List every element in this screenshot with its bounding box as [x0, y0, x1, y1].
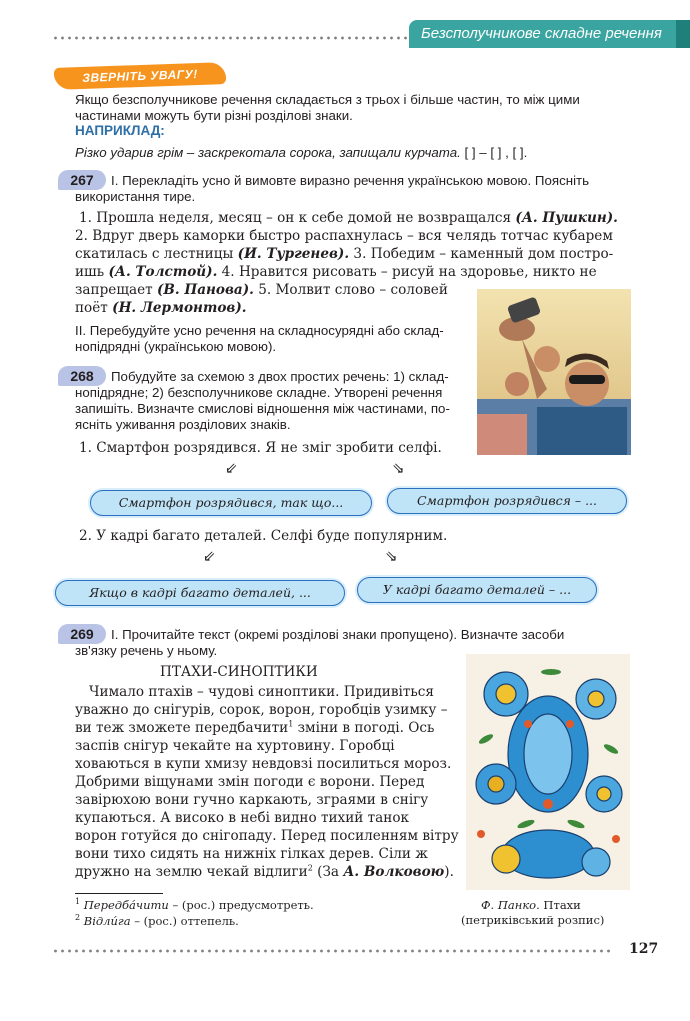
footnote-1-num: 1 [75, 897, 81, 907]
example-label: НАПРИКЛАД: [75, 123, 165, 138]
text-line: Чимало птахів – чудові синоптики. Придивіться [89, 684, 434, 700]
exercise-268-number: 268 [58, 366, 106, 386]
ex267-s4-text2: запрещает [75, 282, 153, 298]
example-text: Різко ударив грім – заскрекотала сорока, запищали курчата. [75, 145, 461, 160]
selfie-photo [477, 289, 631, 455]
text-author: А. Волковою [343, 864, 445, 880]
exercise-269-number: 269 [58, 624, 106, 644]
text-line-part: (За [317, 864, 340, 880]
ex267-s1-text: 1. Прошла неделя, месяц – он к себе домой не возвращался [79, 210, 512, 226]
arrow-down-right-icon-2: ⇘ [385, 547, 398, 565]
text-line [75, 720, 434, 737]
ex269-task-line1: І. Прочитайте текст (окремі розділові знаки пропущено). Визначте засоби [111, 627, 565, 642]
footnote-1-word: Передба́чити [83, 898, 169, 912]
ex267-task-line2: використання тире. [75, 189, 196, 204]
ex267-s5-text2: поёт [75, 300, 108, 316]
arrow-down-left-icon: ⇙ [225, 459, 238, 477]
ex269-task-line2: зв'язку речень у ньому. [75, 643, 218, 658]
ex268-item1: 1. Смартфон розрядився. Я не зміг зробити селфі. [79, 440, 442, 456]
footnote-ref-1: 1 [288, 719, 294, 729]
ex268-task-line2: нопідрядне; 2) безсполучникове складне. Утворені речення [75, 385, 443, 400]
footnote-2-text: – (рос.) оттепель. [134, 914, 239, 928]
bubble-1b: Смартфон розрядився – ... [387, 488, 627, 514]
footnote-2-word: Відли́га [83, 914, 131, 928]
text-title: ПТАХИ-СИНОПТИКИ [160, 664, 318, 680]
ex267-s2-line1: 2. Вдруг дверь каморки быстро распахнулась – вся челядь тотчас кубарем [75, 228, 613, 244]
ex267-s2-line2 [75, 246, 613, 263]
text-line-part: ). [444, 864, 454, 880]
arrow-down-right-icon: ⇘ [392, 459, 405, 477]
ex267-s5-line2 [75, 300, 247, 317]
ex267-s4-line2 [75, 282, 448, 299]
ex267-s3-author: (А. Толстой). [108, 264, 218, 280]
text-line: ворон готуйся до снігопаду. Перед посиленням вітру [75, 828, 459, 844]
page-number: 127 [629, 941, 659, 957]
footnote-1 [75, 898, 314, 912]
text-line: уважно до снігурів, сорок, ворон, горобців узимку – [75, 702, 448, 718]
exercise-267-number: 267 [58, 170, 106, 190]
text-line: купаються. А високо в небі видно тихий танок [75, 810, 410, 826]
footnote-2 [75, 914, 239, 928]
ex267-task2-line2: нопідрядні (українською мовою). [75, 339, 277, 354]
ex267-s4-author: (В. Панова). [156, 282, 254, 298]
ex267-s3-text: 3. Победим – каменный дом постро- [353, 246, 614, 262]
header-tab-end [676, 20, 690, 48]
text-line: ховаються в купи хмизу невдовзі посилиться мороз. [75, 756, 452, 772]
text-line: вони тихо сидять на нижніх гілках дерев. Сіли ж [75, 846, 428, 862]
footnote-rule [75, 893, 163, 894]
ex267-task-line1: І. Перекладіть усно й вимовте виразно речення українською мовою. Поясніть [111, 173, 590, 188]
text-line: заспів снігур чекайте на хуртовину. Горобці [75, 738, 395, 754]
text-line: завірюхою вони гучно каркають, зграями в снігу [75, 792, 429, 808]
bubble-1a: Смартфон розрядився, так що... [90, 490, 372, 516]
caption-author: Ф. Панко. [481, 898, 540, 912]
text-line-part: ви теж зможете передбачити [75, 720, 289, 736]
ex267-s3-line2 [75, 264, 597, 281]
ex268-task-line1: Побудуйте за схемою з двох простих речень: 1) склад- [111, 369, 449, 384]
footnote-ref-2: 2 [307, 863, 313, 873]
ex267-s3-text2: ишь [75, 264, 105, 280]
footnote-2-num: 2 [75, 913, 81, 923]
text-line: Добрими віщунами змін погоди є ворони. Перед [75, 774, 425, 790]
ex268-item2: 2. У кадрі багато деталей. Селфі буде популярним. [79, 528, 448, 544]
text-line [75, 864, 454, 881]
example-scheme: [ ] – [ ] , [ ]. [464, 145, 528, 160]
example-line [75, 145, 527, 161]
footer-dots [52, 949, 612, 953]
bubble-2b: У кадрі багато деталей – ... [357, 577, 597, 603]
ex268-task-line3: запишіть. Визначте смислові відношення між частинами, по- [75, 401, 450, 416]
caption-title: Птахи [543, 898, 581, 912]
text-line-part: дружно на землю чекай відлиги [75, 864, 308, 880]
ex267-s2-text: скатилась с лестницы [75, 246, 234, 262]
section-title: Безсполучникове складне речення [409, 20, 690, 48]
header-dots [52, 36, 410, 40]
ex267-s2-author: (И. Тургенев). [237, 246, 350, 262]
attention-text-line1: Якщо безсполучникове речення складається з трьох і більше частин, то між цими [75, 92, 580, 107]
text-line-part: зміни в погоді. Ось [297, 720, 435, 736]
ex267-task2-line1: ІІ. Перебудуйте усно речення на складносурядні або склад- [75, 323, 444, 338]
ex267-sentence1 [75, 210, 618, 227]
attention-text-line2: частинами можуть бути різні розділові знаки. [75, 108, 353, 123]
bubble-2a: Якщо в кадрі багато деталей, ... [55, 580, 345, 606]
ex267-s5-author: (Н. Лермонтов). [112, 300, 247, 316]
ex268-task-line4: ясніть уживання розділових знаків. [75, 417, 291, 432]
ex267-s1-author: (А. Пушкин). [515, 210, 618, 226]
painting-caption [481, 898, 581, 912]
petrykivka-painting [466, 654, 630, 890]
painting-caption-sub: (петриківський розпис) [461, 913, 605, 927]
arrow-down-left-icon-2: ⇙ [203, 547, 216, 565]
footnote-1-text: – (рос.) предусмотреть. [172, 898, 314, 912]
ex267-s4-text: 4. Нравится рисовать – рисуй на здоровье, никто не [221, 264, 597, 280]
attention-label: ЗВЕРНІТЬ УВАГУ! [54, 62, 227, 90]
ex267-s5-text: 5. Молвит слово – соловей [258, 282, 448, 298]
